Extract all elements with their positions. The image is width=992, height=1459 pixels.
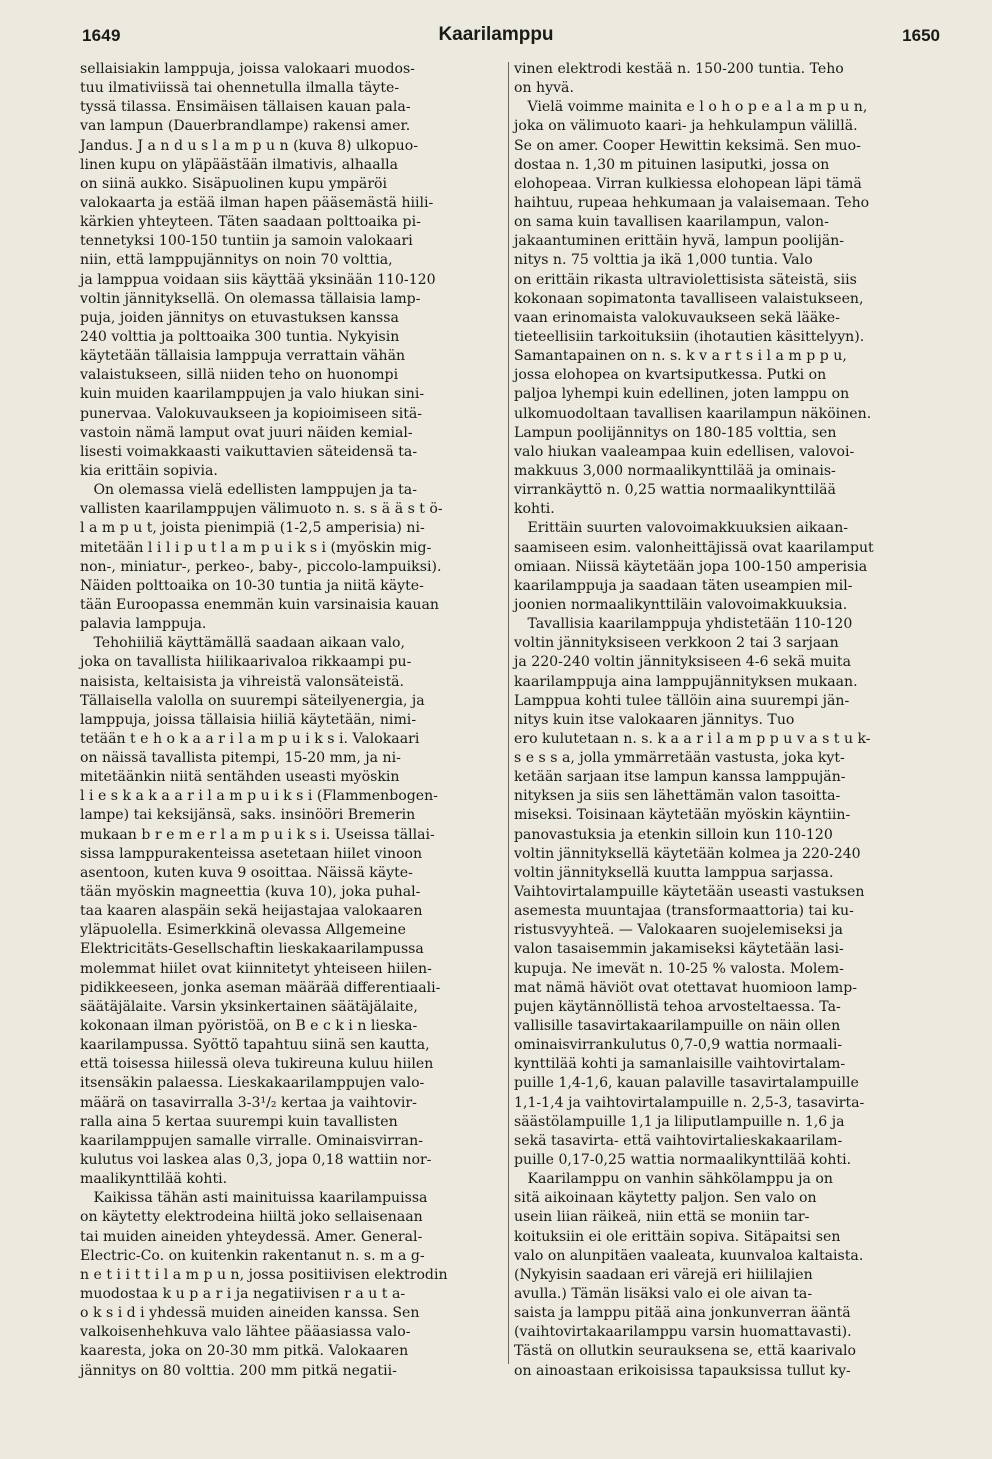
text-line: voltin jännityksellä käytetään kolmea ja 220-240 [514,845,861,862]
text-line: lamppuja, joissa tällaisia hiiliä käytetään, nimi- [80,711,417,728]
text-line: on näissä tavallista pitempi, 15-20 mm, ja ni- [80,750,401,767]
text-line: sissa lamppurakenteissa asetetaan hiilet vinoon [80,845,423,862]
text-line: n e t i i t t i l a m p u n, jossa positiivisen elektrodin [80,1266,448,1283]
text-line: Vielä voimme mainita e l o h o p e a l a m p u n, [514,99,868,116]
text-line: kaaresta, joka on 20-30 mm pitkä. Valokaaren [80,1343,409,1360]
text-line: jakaantuminen erittäin hyvä, lampun poolijän- [514,233,845,250]
text-line: Elektricitäts-Gesellschaftin lieskakaarilampussa [80,941,424,958]
text-line: joka on välimuoto kaari- ja hehkulampun välillä. [514,118,858,135]
page-title: Kaarilamppu [438,24,554,45]
text-line: on siinä aukko. Sisäpuolinen kupu ympäröi [80,175,388,192]
text-line: non-, miniatur-, perkeo-, baby-, piccolo-lampuiksi). [80,558,442,575]
text-line: kaarilamppuja aina lamppujännityksen mukaan. [514,673,858,690]
text-line: kärkien yhteyteen. Täten saadaan polttoaika pi- [80,214,421,231]
text-line: määrä on tasavirralla 3-3¹/₂ kertaa ja vaihtovir- [80,1094,417,1111]
text-line: kokonaan sopimatonta tavalliseen valaistukseen, [514,290,864,307]
text-line: itsensäkin palaessa. Lieskakaarilamppujen valo- [80,1075,425,1092]
text-line: (Nykyisin saadaan eri värejä eri hiililajien [514,1266,813,1283]
text-line: valaistukseen, sillä niiden teho on huonompi [80,367,399,384]
text-line: linen kupu on yläpäästään ilmativis, alhaalla [80,156,399,173]
text-line: ristusvyyhteä. — Valokaaren suojelemiseksi ja [514,922,843,939]
text-line: nitys kuin itse valokaaren jännitys. Tuo [514,711,795,728]
text-line: Lampun poolijännitys on 180-185 volttia, sen [514,424,837,441]
text-line: mitetäänkin niitä sentähden useasti myöskin [80,769,400,786]
text-line: avulla.) Tämän lisäksi valo ei ole aivan ta- [514,1286,813,1302]
text-line: kokonaan ilman pyöristöä, on B e c k i n lieska- [80,1018,418,1035]
text-line: jännitys on 80 volttia. 200 mm pitkä negatii- [80,1362,397,1379]
text-line: tään myöskin magneettia (kuva 10), joka puhal- [80,884,421,901]
text-line: puille 0,17-0,25 wattia normaalikynttilää kohti. [514,1152,852,1169]
text-line: valo on alunpitäen vaaleata, kuunvaloa kaltaista. [514,1247,864,1264]
text-line: tyssä tilassa. Ensimäisen tällaisen kauan pala- [80,99,411,116]
page-number-left: 1649 [82,26,121,45]
text-line: kynttilää kohti ja samanlaisille vaihtovirtalam- [514,1056,846,1073]
text-line: jossa elohopea on kvartsiputkessa. Putki on [514,367,827,384]
text-line: voltin jännityksellä kuutta lamppua sarjassa. [514,864,834,881]
left-column [80,60,501,1381]
text-line: vastoin nämä lamput ovat juuri näiden kemial- [80,424,413,441]
text-line: pujen käytännöllistä tehoa arvosteltaessa. Ta- [514,998,841,1015]
text-line: Vaihtovirtalampuille käytetään useasti vastuksen [514,884,865,901]
text-line: panovastuksia ja etenkin silloin kun 110-120 [514,826,833,843]
text-line: 1,1-1,4 ja vaihtovirtalampuille n. 2,5-3, tasavirta- [514,1094,865,1111]
text-line: elohopeaa. Virran kulkiessa elohopean läpi tämä [514,175,862,192]
text-line: Lamppua kohti tulee tällöin aina suurempi jän- [514,692,850,709]
text-line: säätäjälaite. Varsin yksinkertainen säätäjälaite, [80,998,418,1015]
text-line: on ainoastaan erikoisissa tapauksissa tullut ky- [514,1362,851,1379]
text-line: on käytetty elektrodeina hiiltä joko sellaisenaan [80,1209,423,1226]
text-line: kaarilampussa. Syöttö tapahtuu siinä sen kautta, [80,1037,430,1054]
text-line: ralla aina 5 kertaa suurempi kuin tavallisten [80,1113,398,1130]
text-line: kaarilamppuja ja saadaan täten useampien mil- [514,577,853,594]
text-line: ulkomuodoltaan tavallisen kaarilampun näköinen. [514,405,872,422]
text-line: taa kaaren alaspäin sekä heijastajaa valokaaren [80,903,423,920]
text-line: molemmat hiilet ovat kiinnitetyt yhteiseen hiilen- [80,960,432,977]
text-line: makkuus 3,000 normaalikynttilää ja ominais- [514,462,836,479]
text-line: voltin jännityksiseen verkkoon 2 tai 3 sarjaan [514,635,839,652]
text-line: mitetään l i l i p u t l a m p u i k s i (myöskin mig- [80,539,432,556]
page-number-right: 1650 [902,26,940,45]
text-line: asentoon, kuten kuva 9 osoittaa. Näissä käyte- [80,864,413,881]
text-line: maalikynttilää kohti. [80,1171,228,1188]
text-line: palavia lamppuja. [80,616,207,633]
text-line: valo hiukan vaaleampaa kuin edellisen, valovoi- [514,443,855,460]
text-line: Jandus. J a n d u s l a m p u n (kuva 8) ulkopuo- [80,137,418,154]
text-line: saamiseen esim. valonheittäjissä ovat kaarilamput [514,539,874,556]
text-line: Erittäin suurten valovoimakkuuksien aikaan- [514,520,849,537]
text-line: mukaan b r e m e r l a m p u i k s i. Useissa tällai- [80,826,435,843]
text-line: naisista, keltaisista ja vihreistä valonsäteistä. [80,673,404,690]
text-line: tuu ilmativiissä tai ohennetulla ilmalla täyte- [80,80,400,97]
text-line: nitys n. 75 volttia ja ikä 1,000 tuntia. Valo [514,252,813,269]
text-line: paljoa lyhempi kuin edellinen, joten lamppu on [514,386,850,403]
text-line: kuin muiden kaarilamppujen ja valo hiukan sini- [80,386,425,403]
text-line: Tavallisia kaarilamppuja yhdistetään 110-120 [514,616,853,633]
text-line: Kaarilamppu on vanhin sähkölamppu ja on [514,1171,833,1188]
text-line: niin, että lamppujännitys on noin 70 volttia, [80,252,393,269]
text-line: vallisille tasavirtakaarilampuille on näin ollen [514,1018,841,1035]
text-line: yläpuolella. Esimerkkinä olevassa Allgemeine [80,922,406,939]
text-line: On olemassa vielä edellisten lamppujen ja ta- [80,482,417,499]
text-line: kulutus voi laskea alas 0,3, jopa 0,18 wattiin nor- [80,1152,432,1169]
text-line: Tästä on ollutkin seurauksena se, että kaarivalo [514,1343,857,1360]
text-line: on erittäin rikasta ultraviolettisista säteistä, siis [514,271,857,288]
text-line: l a m p u t, joista pienimpiä (1-2,5 amperisia) ni- [80,520,425,537]
text-line: kaarilamppujen samalle virralle. Ominaisvirran- [80,1132,423,1149]
text-line: usein liian räikeä, niin että se moniin tar- [514,1209,810,1226]
text-line: Samantapainen on n. s. k v a r t s i l a m p p u, [514,348,847,365]
text-line: ominaisvirrankulutus 0,7-0,9 wattia normaali- [514,1037,843,1054]
text-line: ja 220-240 voltin jännityksiseen 4-6 sekä muita [514,654,851,671]
text-line: o k s i d i yhdessä muiden aineiden kanssa. Sen [80,1305,420,1322]
column-divider [508,62,509,1364]
text-line: tennetyksi 100-150 tuntiin ja samoin valokaari [80,233,413,250]
text-line: omiaan. Niissä käytetään jopa 100-150 amperisia [514,558,868,575]
text-line: s e s s a, jolla ymmärretään vastusta, joka kyt- [514,750,845,767]
text-line: vallisten kaarilamppujen välimuoto n. s. s ä ä s t ö- [80,501,443,518]
text-line: kohti. [514,501,555,518]
text-line: 240 volttia ja polttoaika 300 tuntia. Nykyisin [80,328,400,345]
text-line: miseksi. Toisinaan käytetään myöskin käyntiin- [514,807,851,824]
text-line: mat nämä häviöt ovat otettavat huomioon lamp- [514,979,858,996]
text-line: kupuja. Ne imevät n. 10-25 % valosta. Molem- [514,960,844,977]
text-line: sekä tasavirta- että vaihtovirtalieskakaarilam- [514,1132,843,1149]
text-line: sitä aikoinaan käytetty paljon. Sen valo on [514,1190,817,1207]
text-line: lisesti voimakkaasti vaikuttavien säteidensä ta- [80,443,418,460]
text-line: Tehohiiliä käyttämällä saadaan aikaan valo, [80,635,406,652]
text-line: saista ja lamppu pitää aina jonkunverran ääntä [514,1305,851,1322]
text-line: että toisessa hiilessä oleva tukireuna kuluu hiilen [80,1056,434,1073]
text-line: valon tasaisemmin jakamiseksi käytetään lasi- [514,941,844,958]
text-line: sellaisiakin lamppuja, joissa valokaari muodos- [80,61,415,77]
text-line: ero kulutetaan n. s. k a a r i l a m p p u v a s t u k- [514,730,871,747]
text-line: kia erittäin sopivia. [80,462,218,479]
text-line: Electric-Co. on kuitenkin rakentanut n. s. m a g- [80,1247,425,1264]
text-line: ja lamppua voidaan siis käyttää yksinään 110-120 [80,271,436,288]
text-line: valokaarta ja estää ilman hapen pääsemästä hiili- [80,194,434,211]
text-line: koituksiin ei ole erittäin sopiva. Sitäpaitsi sen [514,1228,841,1245]
text-line: (vaihtovirtakaarilamppu varsin huomattavasti). [514,1324,852,1341]
text-line: tieteellisiin tarkoituksiin (ihotautien käsittelyyn). [514,328,865,345]
text-line: vaan erinomaista valokuvaukseen sekä lääke- [514,309,840,326]
text-line: Tällaisella valolla on suurempi säteilyenergia, ja [80,692,425,709]
text-line: dostaa n. 1,30 m pituinen lasiputki, jossa on [514,156,830,173]
text-line: asemesta muuntajaa (transformaattoria) tai ku- [514,903,854,920]
text-line: on hyvä. [514,80,574,97]
page-header [0,0,992,50]
text-line: van lampun (Dauerbrandlampe) rakensi amer. [80,118,411,135]
text-line: vinen elektrodi kestää n. 150-200 tuntia. Teho [514,61,844,77]
text-line: virrankäyttö n. 0,25 wattia normaalikynttilää [514,482,836,499]
text-line: muodostaa k u p a r i ja negatiivisen r a u t a- [80,1286,406,1302]
text-line: valkoisenhehkuva valo lähtee pääasiassa valo- [80,1324,411,1341]
text-line: käytetään tällaisia lamppuja verrattain vähän [80,348,406,365]
text-line: ketään sarjaan itse lampun kanssa lamppujän- [514,769,846,786]
text-line: lampe) tai keksijänsä, saks. insinööri Bremerin [80,807,416,824]
text-line: voltin jännityksellä. On olemassa tällaisia lamp- [80,290,421,307]
text-line: pidikkeeseen, jonka aseman määrää differentiaali- [80,979,441,996]
text-line: on sama kuin tavallisen kaarilampun, valon- [514,214,829,231]
text-line: Kaikissa tähän asti mainituissa kaarilampuissa [80,1190,428,1207]
text-line: joonien normaalikynttiläin valovoimakkuuksia. [514,596,848,613]
text-line: puille 1,4-1,6, kauan palaville tasavirtalampuille [514,1075,859,1092]
text-line: l i e s k a k a a r i l a m p u i k s i (Flammenbogen- [80,788,438,805]
text-line: puja, joiden jännitys on etuvastuksen kanssa [80,309,399,326]
right-column [514,60,940,1381]
text-line: säästölampuille 1,1 ja liliputlampuille n. 1,6 ja [514,1113,845,1130]
text-line: tään Euroopassa enemmän kuin varsinaisia kauan [80,596,439,613]
text-line: tetään t e h o k a a r i l a m p u i k s i. Valokaari [80,730,420,747]
text-line: tai muiden aineiden yhteydessä. Amer. General- [80,1228,423,1245]
text-line: haihtuu, rupeaa hehkumaan ja valaisemaan. Teho [514,194,870,211]
text-line: Se on amer. Cooper Hewittin keksimä. Sen muo- [514,137,861,154]
text-line: Näiden polttoaika on 10-30 tuntia ja niitä käyte- [80,577,424,594]
text-line: joka on tavallista hiilikaarivaloa rikkaampi pu- [80,654,412,671]
text-line: punervaa. Valokuvaukseen ja kopioimiseen sitä- [80,405,423,422]
text-line: nityksen ja siis sen lähettämän valon tasoitta- [514,788,841,805]
